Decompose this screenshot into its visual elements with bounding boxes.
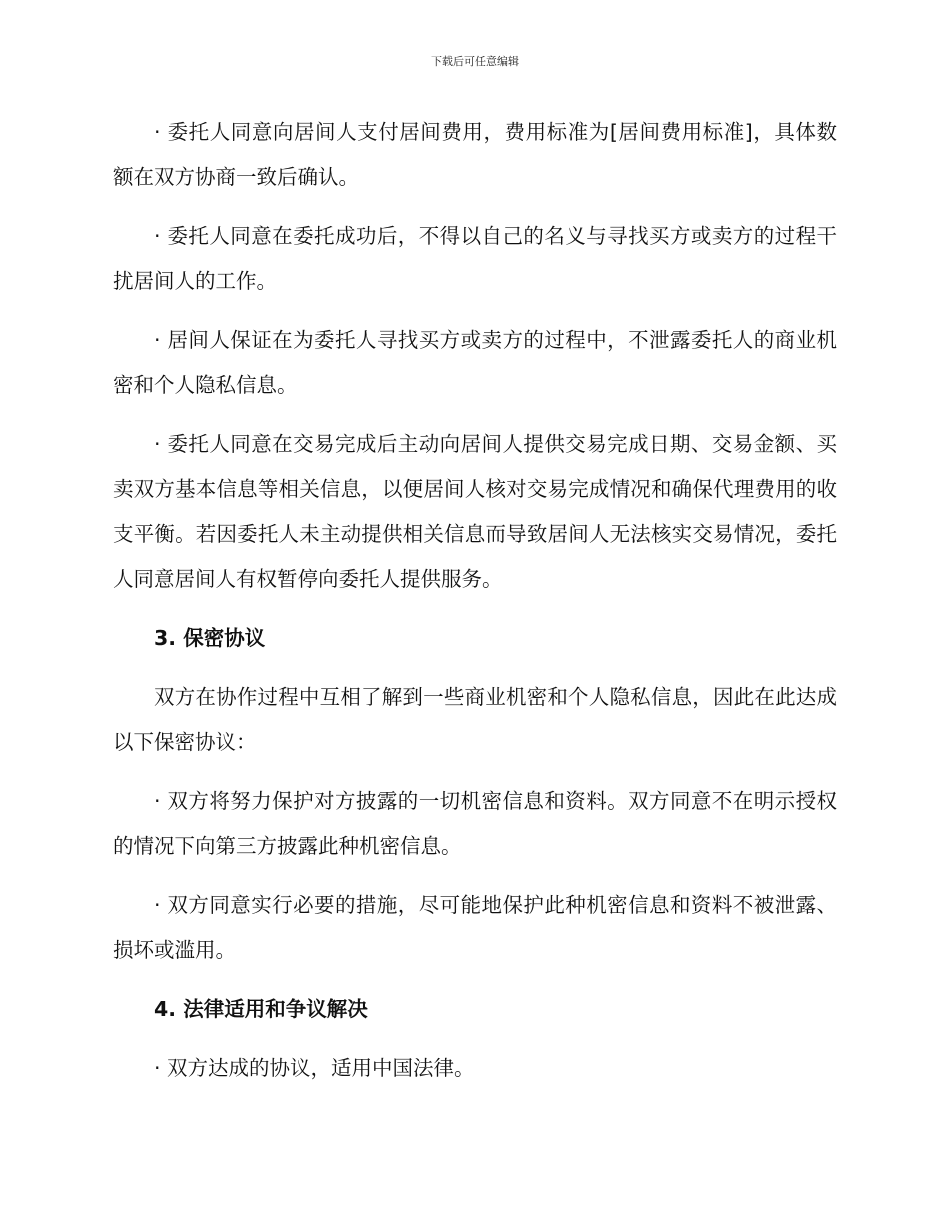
- clause-confidentiality-guarantee: · 居间人保证在为委托人寻找买方或卖方的过程中，不泄露委托人的商业机密和个人隐私信息。: [113, 328, 837, 397]
- clause-necessary-measures: · 双方同意实行必要的措施，尽可能地保护此种机密信息和资料不被泄露、损坏或滥用。: [113, 893, 837, 962]
- section-heading-confidentiality: 3. 保密协议: [154, 626, 266, 650]
- clause-protect-info: · 双方将努力保护对方披露的一切机密信息和资料。双方同意不在明示授权的情况下向第三方披露此种机密信息。: [113, 789, 837, 858]
- clause-applicable-law: · 双方达成的协议，适用中国法律。: [154, 1056, 475, 1080]
- page-header: 下载后可任意编辑: [431, 55, 519, 68]
- document-body: [113, 110, 837, 1105]
- clause-fee-payment: · 委托人同意向居间人支付居间费用，费用标准为[居间费用标准]，具体数额在双方协商一致后确认。: [113, 120, 837, 189]
- section-heading-law: 4. 法律适用和争议解决: [154, 997, 368, 1021]
- confidentiality-intro: 双方在协作过程中互相了解到一些商业机密和个人隐私信息，因此在此达成以下保密协议：: [113, 685, 837, 754]
- clause-transaction-info: · 委托人同意在交易完成后主动向居间人提供交易完成日期、交易金额、买卖双方基本信息等相关信息，以便居间人核对交易完成情况和确保代理费用的收支平衡。若因委托人未主动提供相关信息而导致居间人无法核实交易情况，委托人同意居间人有权暂停向委托人提供服务。: [113, 432, 837, 591]
- clause-no-interference: · 委托人同意在委托成功后，不得以自己的名义与寻找买方或卖方的过程干扰居间人的工作。: [113, 224, 837, 293]
